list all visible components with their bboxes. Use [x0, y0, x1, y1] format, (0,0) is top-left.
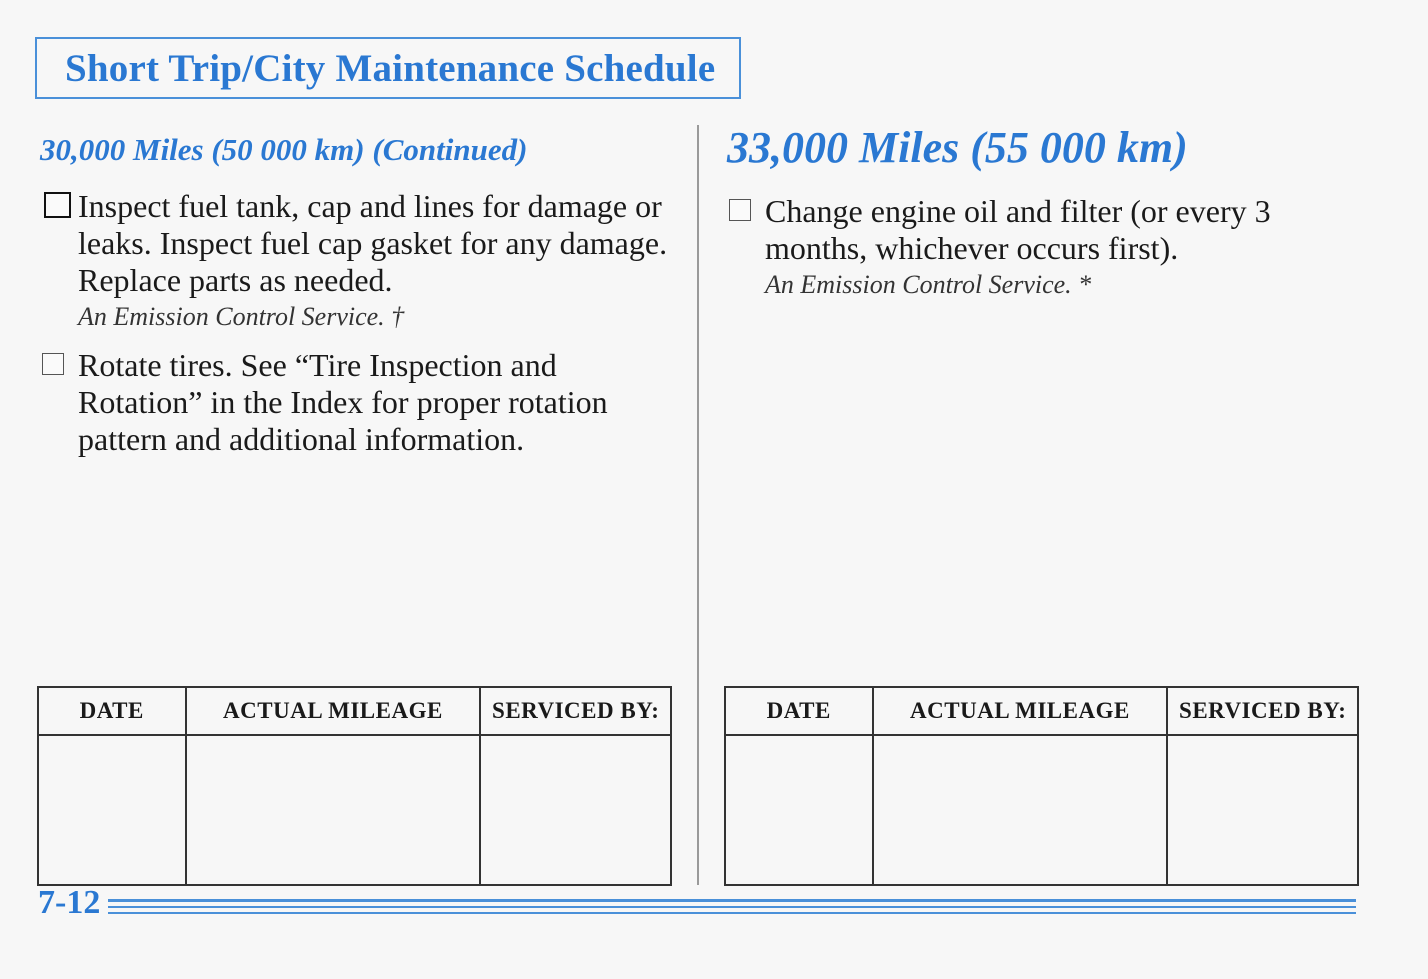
- item-note: An Emission Control Service. †: [78, 302, 405, 331]
- table-header-row: [725, 687, 1358, 735]
- service-log-table-right: [724, 686, 1359, 886]
- item-text: Rotate tires. See “Tire Inspection and Rotation” in the Index for proper rotation pattern and additional information.: [78, 347, 608, 457]
- actual-mileage-header: ACTUAL MILEAGE: [873, 687, 1168, 735]
- page-number: 7-12: [38, 884, 101, 921]
- checkbox[interactable]: [44, 192, 71, 218]
- serviced-by-cell[interactable]: [480, 735, 671, 885]
- left-column: [40, 120, 670, 458]
- mileage-cell[interactable]: [186, 735, 481, 885]
- left-section-heading: 30,000 Miles (50 000 km) (Continued): [40, 132, 528, 167]
- footer-rule: [108, 912, 1356, 914]
- checklist-item: [727, 193, 1367, 303]
- serviced-by-header: SERVICED BY:: [480, 687, 671, 735]
- footer-rule: [108, 899, 1356, 902]
- table-row: [38, 735, 671, 885]
- right-section-heading: 33,000 Miles (55 000 km): [727, 123, 1188, 172]
- serviced-by-header: SERVICED BY:: [1167, 687, 1358, 735]
- checklist-item: [40, 188, 670, 335]
- service-log-table-left: [37, 686, 672, 886]
- column-divider: [697, 125, 699, 885]
- right-column: [727, 120, 1367, 303]
- section-title-box: [35, 37, 741, 99]
- serviced-by-cell[interactable]: [1167, 735, 1358, 885]
- date-cell[interactable]: [725, 735, 873, 885]
- date-cell[interactable]: [38, 735, 186, 885]
- table-row: [725, 735, 1358, 885]
- item-note: An Emission Control Service. *: [765, 270, 1092, 299]
- footer-rule: [108, 906, 1356, 908]
- item-text: Inspect fuel tank, cap and lines for damage or leaks. Inspect fuel cap gasket for any damage. Replace parts as needed.: [78, 188, 668, 298]
- actual-mileage-header: ACTUAL MILEAGE: [186, 687, 481, 735]
- table-header-row: [38, 687, 671, 735]
- item-text: Change engine oil and filter (or every 3 months, whichever occurs first).: [765, 193, 1271, 266]
- date-header: DATE: [38, 687, 186, 735]
- page-title: Short Trip/City Maintenance Schedule: [65, 46, 716, 90]
- mileage-cell[interactable]: [873, 735, 1168, 885]
- checkbox[interactable]: [42, 353, 64, 375]
- checklist-item: [40, 347, 670, 458]
- checkbox[interactable]: [729, 199, 751, 221]
- date-header: DATE: [725, 687, 873, 735]
